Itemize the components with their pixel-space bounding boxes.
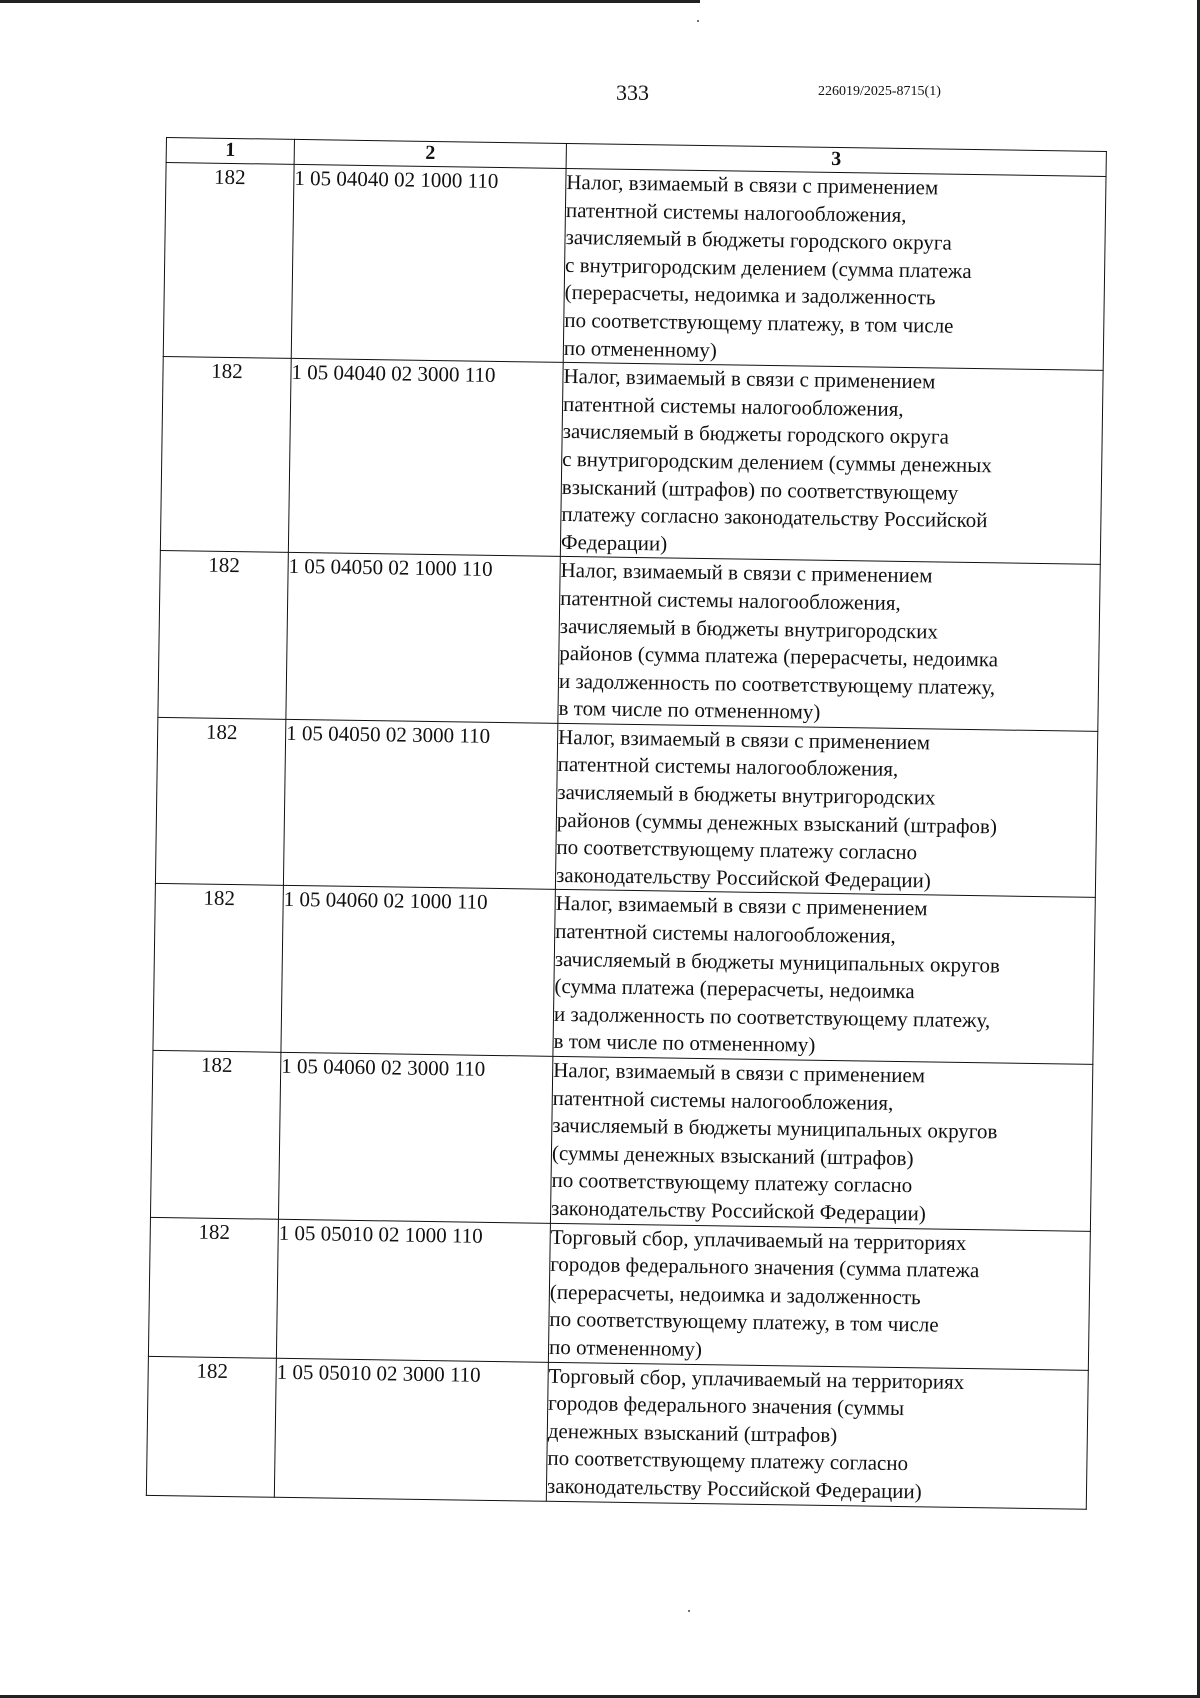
description-line: (перерасчеты, недоимка и задолженность xyxy=(564,280,936,310)
admin-code-cell: 182 xyxy=(150,1050,280,1218)
table-body xyxy=(146,163,1106,1509)
description-line: патентной системы налогообложения, xyxy=(557,752,899,782)
table-row xyxy=(150,1050,1092,1230)
budget-codes-table xyxy=(146,137,1107,1509)
admin-code-cell: 182 xyxy=(153,884,283,1052)
description-cell xyxy=(550,1056,1092,1231)
description-line: городов федерального значения (сумма платежа xyxy=(550,1251,980,1283)
description-line: по соответствующему платежу согласно xyxy=(556,835,918,865)
budget-classification-code-cell: 1 05 05010 02 1000 110 xyxy=(276,1219,550,1362)
admin-code-cell: 182 xyxy=(148,1217,278,1358)
description-line: патентной системы налогообложения, xyxy=(565,197,907,227)
description-line: патентной системы налогообложения, xyxy=(552,1085,894,1115)
budget-classification-code-cell: 1 05 04060 02 3000 110 xyxy=(278,1052,552,1223)
description-line: законодательству Российской Федерации) xyxy=(550,1195,927,1226)
description-line: по соответствующему платежу, в том числе xyxy=(549,1307,939,1337)
column-header-3: 3 xyxy=(566,143,1106,176)
admin-code-cell: 182 xyxy=(158,551,288,719)
description-line: законодательству Российской Федерации) xyxy=(555,862,932,893)
scan-speck xyxy=(697,20,699,22)
description-line: взысканий (штрафов) по соответствующему xyxy=(561,474,959,505)
description-cell xyxy=(546,1362,1088,1509)
description-line: (суммы денежных взысканий (штрафов) xyxy=(551,1140,914,1170)
budget-classification-code-cell: 1 05 04060 02 1000 110 xyxy=(281,886,555,1057)
description-line: Налог, взимаемый в связи с применением xyxy=(560,558,933,588)
page-number: 333 xyxy=(616,80,649,105)
description-line: Торговый сбор, уплачиваемый на территориях xyxy=(550,1224,967,1255)
budget-classification-code-cell: 1 05 05010 02 3000 110 xyxy=(274,1358,548,1501)
description-cell xyxy=(553,890,1095,1065)
description-cell xyxy=(548,1223,1090,1370)
description-line: по отмененному) xyxy=(563,335,718,362)
description-line: патентной системы налогообложения, xyxy=(560,585,901,615)
description-line: по соответствующему платежу, в том числе xyxy=(564,307,954,338)
description-line: по отмененному) xyxy=(548,1334,703,1362)
description-line: с внутригородским делением (сумма платежа xyxy=(564,252,972,283)
table-row xyxy=(160,357,1103,565)
description-line: Налог, взимаемый в связи с применением xyxy=(566,169,939,200)
description-line: денежных взысканий (штрафов) xyxy=(547,1418,838,1447)
description-line: в том числе по отмененному) xyxy=(558,696,821,725)
table-row xyxy=(146,1356,1088,1509)
table-row xyxy=(155,717,1097,897)
column-header-2: 2 xyxy=(294,139,566,168)
description-line: Федерации) xyxy=(560,529,668,556)
admin-code-cell: 182 xyxy=(155,717,285,885)
description-line: зачисляемый в бюджеты городского округа xyxy=(565,225,953,255)
table-row xyxy=(163,163,1106,371)
description-cell xyxy=(558,557,1100,732)
description-line: патентной системы налогообложения, xyxy=(562,391,904,421)
description-line: Торговый сбор, уплачиваемый на территориях xyxy=(548,1363,965,1394)
description-line: законодательству Российской Федерации) xyxy=(546,1473,922,1504)
description-cell xyxy=(560,363,1103,565)
table-row xyxy=(158,551,1100,731)
description-line: платежу согласно законодательству Российской xyxy=(561,502,988,533)
description-line: зачисляемый в бюджеты муниципальных округов xyxy=(552,1113,998,1144)
description-line: зачисляемый в бюджеты муниципальных округов xyxy=(554,946,1001,978)
budget-classification-code-cell: 1 05 04040 02 3000 110 xyxy=(288,359,563,557)
description-line: (перерасчеты, недоимка и задолженность xyxy=(549,1279,921,1310)
description-line: городов федерального значения (суммы xyxy=(548,1390,905,1421)
description-line: с внутригородским делением (суммы денежных xyxy=(562,446,993,478)
admin-code-cell: 182 xyxy=(163,163,294,359)
description-line: Налог, взимаемый в связи с применением xyxy=(553,1057,926,1088)
description-line: районов (суммы денежных взысканий (штрафов) xyxy=(556,807,998,839)
budget-classification-code-cell: 1 05 04050 02 1000 110 xyxy=(286,553,560,724)
document-reference: 226019/2025-8715(1) xyxy=(818,84,941,99)
budget-classification-code-cell: 1 05 04040 02 1000 110 xyxy=(291,164,566,362)
scan-speck xyxy=(688,1610,690,1612)
table-row xyxy=(148,1217,1090,1370)
description-line: Налог, взимаемый в связи с применением xyxy=(563,364,936,394)
scan-border-top xyxy=(0,0,700,3)
column-header-1: 1 xyxy=(166,138,294,165)
budget-classification-code-cell: 1 05 04050 02 3000 110 xyxy=(283,719,557,890)
description-line: и задолженность по соответствующему платежу, xyxy=(558,668,996,700)
description-line: в том числе по отмененному) xyxy=(553,1029,816,1058)
description-line: (сумма платежа (перерасчеты, недоимка xyxy=(554,974,915,1004)
table-row xyxy=(153,884,1095,1064)
description-line: и задолженность по соответствующему платежу, xyxy=(553,1001,991,1033)
description-line: по соответствующему платежу согласно xyxy=(551,1168,913,1198)
description-cell xyxy=(555,723,1097,898)
admin-code-cell: 182 xyxy=(146,1356,276,1497)
description-line: районов (сумма платежа (перерасчеты, недоимка xyxy=(559,640,999,672)
description-line: зачисляемый в бюджеты внутригородских xyxy=(559,613,939,644)
description-line: Налог, взимаемый в связи с применением xyxy=(555,891,928,921)
description-line: патентной системы налогообложения, xyxy=(555,918,896,948)
description-cell xyxy=(563,168,1106,370)
admin-code-cell: 182 xyxy=(160,357,291,553)
description-line: Налог, взимаемый в связи с применением xyxy=(557,724,931,755)
description-line: зачисляемый в бюджеты внутригородских xyxy=(557,779,936,810)
description-line: зачисляемый в бюджеты городского округа xyxy=(562,419,950,449)
description-line: по соответствующему платежу согласно xyxy=(547,1446,909,1476)
